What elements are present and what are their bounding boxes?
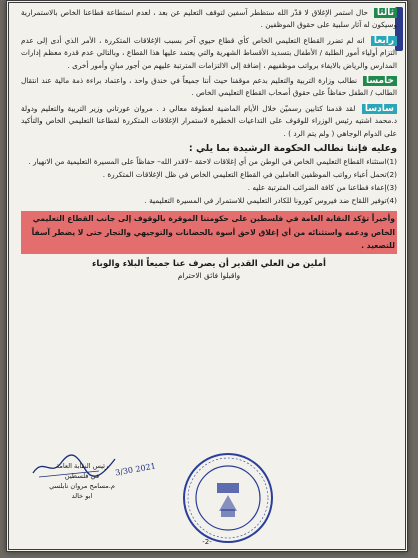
regards-line: واقبلوا فائق الاحترام xyxy=(177,270,241,280)
signature-title: رئيس النقابة العامة xyxy=(55,462,109,470)
palestine-seal-icon xyxy=(181,451,275,545)
paragraph-fifth-text: نطالب وزارة التربية والتعليم بدعم موقفنا حيث أننا جميعاً في خندق واحد ، واعتماد براءة ذمة مالية عند انتقال الطالب / الطفل حفاظاً على حقوق أصحاب القطاع التعليمي الخاص . xyxy=(21,76,397,98)
paragraph-third-text: حال استمر الإغلاق لا قدّر الله ستظطر آسفين لتوقف التعليم عن بعد ، لعدم استطاعة قطاعنا الخاص بالاستمرارية وسيكون له آثار سلبية على حقوق الموظفين . xyxy=(21,8,397,30)
final-statement: وأخيراً تؤكد النقابة العامة في فلسطين على حكومتنا الموقرة بالوقوف إلى جانب القطاع التعليمي الخاص ودعمه واستثنائه من أي إغلاق لاحق أسوة بالحضانات والتوجيهي والتجار حتى لا يضطر آسفاً للتصعيد . xyxy=(21,211,397,254)
paragraph-third xyxy=(21,7,397,32)
signatory-nickname: ابو خالد xyxy=(71,492,93,500)
paragraph-sixth xyxy=(21,103,397,140)
signature-block xyxy=(23,461,141,501)
tag-sixth: سادساً xyxy=(362,104,397,114)
document-page xyxy=(6,0,408,552)
demands-heading: وعليه فإننا نطالب الحكومة الرشيدة بما يلي : xyxy=(188,143,397,155)
demand-item: (3)إعفاء قطاعنا من كافة الضرائب المترتبة عليه . xyxy=(247,183,397,193)
signature-region: في فلسطين xyxy=(64,472,100,480)
tag-third: ثالثاً xyxy=(374,8,397,18)
demand-item: (1)استثناء القطاع التعليمي الخاص في الوطن من أي إغلاقات لاحقة –لاقدر الله– حفاظاً على المسيرة التعليمية من الانهيار . xyxy=(28,157,397,167)
demand-item: (2)تحمل أعباء رواتب الموظفين العاملين في القطاع التعليمي الخاص في ظل الإغلاقات المتكررة . xyxy=(102,170,397,180)
closing-line: أملين من العلي القدير أن يصرف عنا جميعاً البلاء والوباء xyxy=(92,258,326,269)
paragraph-fourth-text: انه لم تضرر القطاع التعليمي الخاص كأي قطاع حيوي آخر بسبب الإغلاقات المتكررة ، الأمر الذي أدى إلى عدم التزام أولياء أمور الطلبة / الأطفال بتسديد الأقساط الشهرية والتي يعتمد عليها هذا القطاع ، وبالتالي عدم قدرة معظم إدارات المدارس والرياض بالايفاء برواتب موظفيهم ، إضافة إلى الالتزامات المترتبة عليهم من أجور مبانٍ وأمور أخرى . xyxy=(21,35,397,70)
demand-item: (4)توفير اللقاح ضد فيروس كورونا للكادر التعليمي للاستمرار في المسيرة التعليمية . xyxy=(144,196,397,206)
page-number: -2- xyxy=(202,538,212,546)
handwritten-date: 3/30 2021 xyxy=(114,461,157,478)
paragraph-fifth xyxy=(21,75,397,100)
paragraph-sixth-text: لقد قدمنا كتابين رسميّن خلال الأيام الماضية لعطوفة معالي د . مروان عورتاني وزير التربية والتعليم ودولة د.محمد اشتيه رئيس الوزراء للوقوف على التداعيات الخطيرة لاستمرار الإغلاقات المتكررة لقطاعنا التعليمي الخاص والتأكيد على الدوام الوجاهي ( ولم يتم الرد ) . xyxy=(21,103,397,138)
tag-fifth: خامساً xyxy=(363,76,397,86)
signatory-name: م.مسامح مروان نابلسي xyxy=(49,482,115,490)
tag-fourth: رابعاً xyxy=(371,36,397,46)
paragraph-fourth xyxy=(21,35,397,72)
letter-body xyxy=(21,7,397,280)
